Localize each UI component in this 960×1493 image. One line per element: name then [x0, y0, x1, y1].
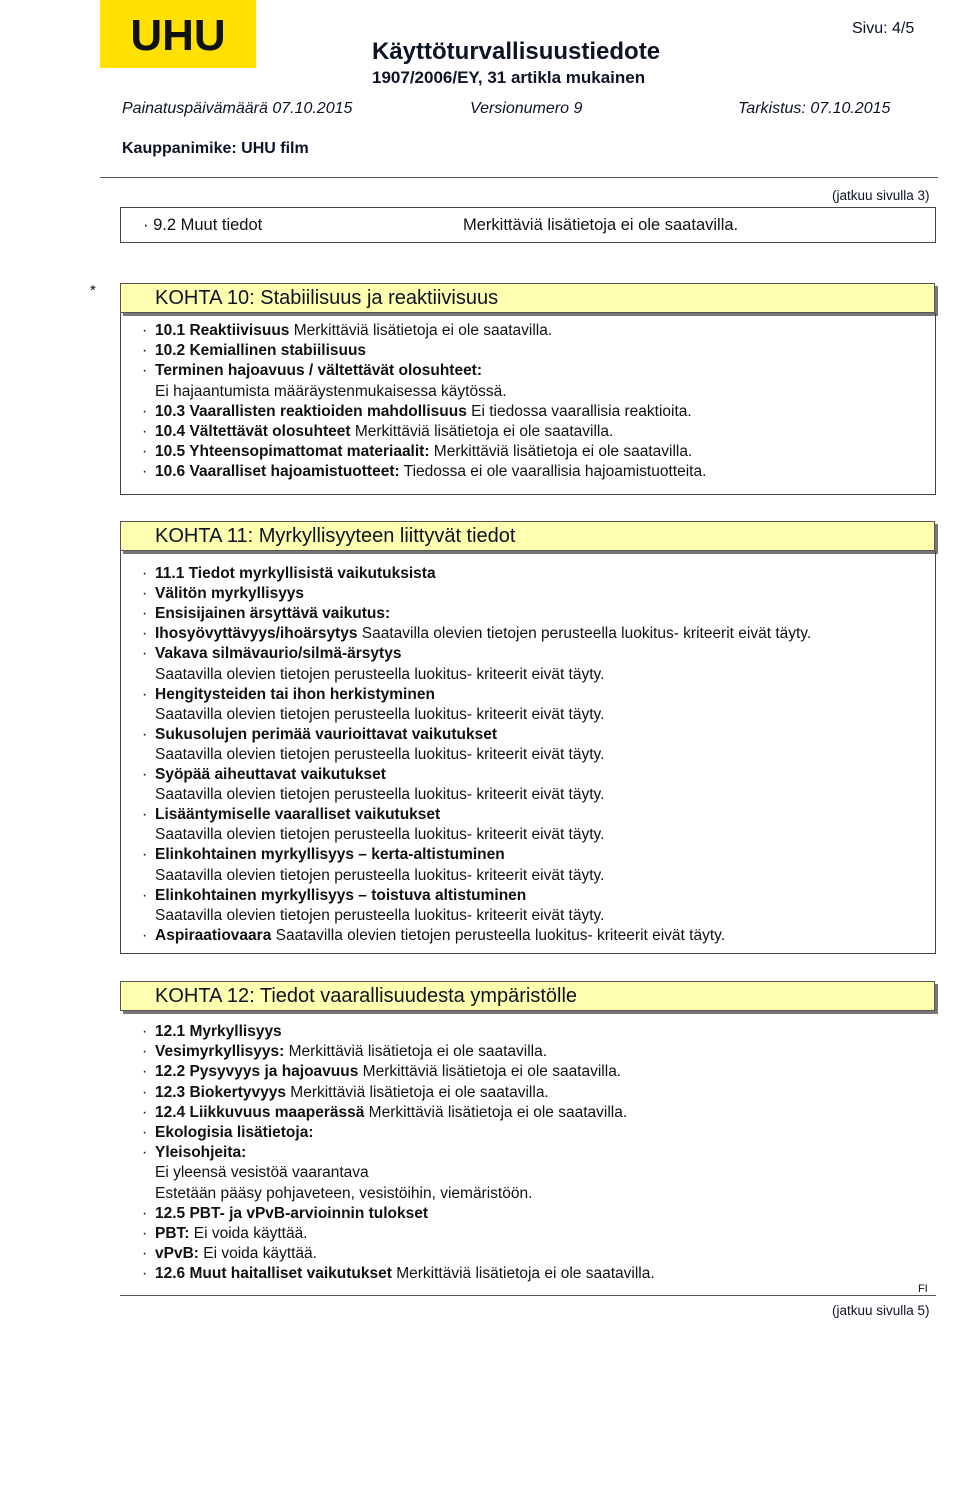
line-label: Lisääntymiselle vaaralliset vaikutukset [155, 806, 441, 824]
section11-line [142, 665, 604, 685]
line-label: 12.4 Liikkuvuus maaperässä [155, 1103, 365, 1121]
section12-line [142, 1143, 246, 1163]
bullet-dot: · [142, 402, 148, 420]
section10-line [142, 462, 706, 482]
section-9-2-label: · 9.2 Muut tiedot [143, 216, 263, 234]
section12-line [142, 1244, 317, 1264]
line-text: Merkittäviä lisätietoja ei ole saatavilla. [358, 1063, 622, 1081]
line-label: Välitön myrkyllisyys [155, 585, 305, 603]
section-10-heading: KOHTA 10: Stabiilisuus ja reaktiivisuus [120, 283, 935, 313]
bullet-dot: · [142, 846, 148, 864]
line-label: Sukusolujen perimää vaurioittavat vaikutukset [155, 725, 497, 743]
header-divider [100, 177, 938, 178]
line-label: Ensisijainen ärsyttävä vaikutus: [155, 605, 391, 623]
line-label: 11.1 Tiedot myrkyllisistä vaikutuksista [155, 565, 436, 582]
line-text: Saatavilla olevien tietojen perusteella luokitus- kriteerit eivät täyty. [155, 745, 605, 763]
line-label: Hengitysteiden tai ihon herkistyminen [155, 685, 435, 703]
logo-text: UHU [130, 11, 226, 60]
section12-line [142, 1184, 532, 1204]
line-text: Merkittäviä lisätietoja ei ole saatavilla. [391, 1265, 655, 1283]
continued-to-note: (jatkuu sivulla 5) [832, 1303, 930, 1318]
line-label: 12.5 PBT- ja vPvB-arvioinnin tulokset [155, 1204, 429, 1222]
line-text: Tiedossa ei ole vaarallisia hajoamistuotteita. [399, 463, 707, 481]
line-label: Vesimyrkyllisyys: [155, 1043, 285, 1061]
line-label: 10.5 Yhteensopimattomat materiaalit: [155, 443, 430, 461]
section12-line [142, 1163, 369, 1183]
line-text: Estetään pääsy pohjaveteen, vesistöihin, viemäristöön. [155, 1184, 533, 1202]
bullet-dot: · [142, 886, 148, 904]
line-label: Elinkohtainen myrkyllisyys – toistuva altistuminen [155, 886, 527, 904]
bullet-dot: · [142, 362, 148, 380]
section10-line [142, 341, 366, 361]
bullet-dot: · [142, 1225, 148, 1242]
line-label: 10.6 Vaaralliset hajoamistuotteet: [155, 463, 400, 481]
line-label: Terminen hajoavuus / vältettävät olosuhteet: [155, 362, 483, 380]
line-label: vPvB: [155, 1245, 199, 1263]
bullet-dot: · [142, 625, 148, 643]
line-text: Ei yleensä vesistöä vaarantava [155, 1164, 369, 1182]
bullet-dot: · [142, 443, 148, 461]
section12-line [142, 1042, 547, 1062]
section12-line [142, 1123, 314, 1143]
section11-line [142, 564, 436, 584]
bullet-dot: · [142, 605, 148, 623]
section11-line [142, 785, 604, 805]
line-label: 10.3 Vaarallisten reaktioiden mahdollisuus [155, 402, 467, 420]
section10-line [142, 402, 692, 422]
product-name: Kauppanimike: UHU film [122, 140, 309, 157]
line-label: Elinkohtainen myrkyllisyys – kerta-altistuminen [155, 846, 505, 864]
bullet-dot: · [142, 1265, 148, 1283]
section12-line [142, 1204, 428, 1224]
document-title: Käyttöturvallisuustiedote [372, 38, 661, 65]
line-text: Ei hajaantumista määräystenmukaisessa käytössä. [155, 382, 507, 400]
section12-line [142, 1264, 655, 1284]
uhu-logo [100, 0, 256, 68]
line-text: Ei voida käyttää. [198, 1245, 317, 1263]
section-12-heading: KOHTA 12: Tiedot vaarallisuudesta ympäristölle [120, 981, 935, 1011]
bullet-dot: · [142, 1103, 148, 1121]
section-11-heading: KOHTA 11: Myrkyllisyyteen liittyvät tiedot [120, 521, 935, 551]
section12-line [142, 1103, 627, 1123]
language-code: FI [918, 1283, 928, 1295]
print-date: Painatuspäivämäärä 07.10.2015 [122, 100, 353, 117]
section12-line [142, 1083, 549, 1103]
line-text: Saatavilla olevien tietojen perusteella luokitus- kriteerit eivät täyty. [155, 906, 605, 924]
bullet-dot: · [142, 342, 148, 360]
line-text: Saatavilla olevien tietojen perusteella luokitus- kriteerit eivät täyty. [155, 705, 605, 723]
line-label: Vakava silmävaurio/silmä-ärsytys [155, 645, 402, 663]
bullet-dot: · [142, 423, 148, 440]
line-text: Saatavilla olevien tietojen perusteella luokitus- kriteerit eivät täyty. [155, 786, 605, 804]
bullet-dot: · [142, 685, 148, 703]
section11-line [142, 845, 505, 865]
line-text: Merkittäviä lisätietoja ei ole saatavilla. [364, 1103, 628, 1121]
logo-graphic [100, 0, 256, 68]
section12-line [142, 1224, 308, 1244]
section11-line [142, 805, 440, 825]
line-text: Merkittäviä lisätietoja ei ole saatavilla. [289, 322, 553, 339]
section11-line [142, 725, 497, 745]
section10-line [142, 382, 507, 402]
section12-line [142, 1062, 621, 1082]
line-text: Merkittäviä lisätietoja ei ole saatavilla. [429, 443, 693, 461]
line-label: Syöpää aiheuttavat vaikutukset [155, 766, 386, 783]
bullet-dot: · [142, 1245, 148, 1263]
line-text: Saatavilla olevien tietojen perusteella luokitus- kriteerit eivät täyty. [155, 866, 605, 884]
bullet-dot: · [142, 1083, 148, 1101]
bullet-dot: · [142, 1043, 148, 1061]
section12-line [142, 1022, 282, 1042]
line-text: Saatavilla olevien tietojen perusteella luokitus- kriteerit eivät täyty. [357, 625, 812, 643]
line-text: Saatavilla olevien tietojen perusteella luokitus- kriteerit eivät täyty. [155, 826, 605, 844]
section11-line [142, 866, 604, 886]
bullet-dot: · [142, 1023, 148, 1040]
document-subtitle: 1907/2006/EY, 31 artikla mukainen [372, 68, 646, 87]
line-label: Yleisohjeita: [155, 1144, 247, 1162]
section10-line [142, 361, 482, 381]
line-label: 12.6 Muut haitalliset vaikutukset [155, 1265, 392, 1283]
line-text: Merkittäviä lisätietoja ei ole saatavilla. [284, 1043, 548, 1061]
revision-date: Tarkistus: 07.10.2015 [738, 100, 891, 117]
section11-line [142, 705, 604, 725]
line-label: 10.4 Vältettävät olosuhteet [155, 423, 351, 440]
line-label: Aspiraatiovaara [155, 926, 272, 944]
line-text: Ei voida käyttää. [189, 1225, 308, 1242]
section11-line [142, 685, 435, 705]
line-text: Merkittäviä lisätietoja ei ole saatavilla. [285, 1083, 549, 1101]
footer-divider [120, 1295, 936, 1296]
line-label: 10.2 Kemiallinen stabiilisuus [155, 342, 367, 360]
line-label: PBT: [155, 1225, 190, 1242]
bullet-dot: · [142, 766, 148, 783]
bullet-dot: · [142, 645, 148, 663]
bullet-dot: · [142, 1144, 148, 1162]
line-text: Saatavilla olevien tietojen perusteella luokitus- kriteerit eivät täyty. [271, 926, 726, 944]
revision-marker: * [90, 282, 96, 299]
line-label: 12.1 Myrkyllisyys [155, 1023, 282, 1040]
line-label: 10.1 Reaktiivisuus [155, 322, 290, 339]
line-text: Merkittäviä lisätietoja ei ole saatavilla. [350, 423, 614, 440]
section11-line [142, 886, 526, 906]
line-label: 12.2 Pysyvyys ja hajoavuus [155, 1063, 359, 1081]
line-label: Ihosyövyttävyys/ihoärsytys [155, 625, 358, 643]
section11-line [142, 926, 725, 946]
section11-line [142, 765, 386, 785]
bullet-dot: · [142, 585, 148, 603]
bullet-dot: · [142, 1124, 148, 1141]
line-label: Ekologisia lisätietoja: [155, 1124, 314, 1141]
bullet-dot: · [142, 1063, 148, 1081]
page-number: Sivu: 4/5 [852, 20, 915, 37]
bullet-dot: · [142, 806, 148, 824]
section11-line [142, 604, 390, 624]
section11-line [142, 584, 304, 604]
section10-line [142, 442, 692, 462]
section-9-2-value: Merkittäviä lisätietoja ei ole saatavilla. [463, 216, 739, 234]
continued-from-note: (jatkuu sivulla 3) [832, 188, 930, 203]
section10-line [142, 422, 613, 442]
bullet-dot: · [142, 463, 148, 481]
bullet-dot: · [142, 725, 148, 743]
line-label: 12.3 Biokertyvyys [155, 1083, 286, 1101]
section11-line [142, 745, 604, 765]
section-9-2-box [120, 207, 936, 243]
bullet-dot: · [142, 1204, 148, 1222]
bullet-dot: · [142, 926, 148, 944]
section11-line [142, 906, 604, 926]
section10-line [142, 321, 552, 341]
bullet-dot: · [142, 322, 148, 339]
version-number: Versionumero 9 [470, 100, 583, 117]
bullet-dot: · [142, 565, 148, 582]
line-text: Ei tiedossa vaarallisia reaktioita. [466, 402, 692, 420]
section11-line [142, 644, 401, 664]
line-text: Saatavilla olevien tietojen perusteella luokitus- kriteerit eivät täyty. [155, 665, 605, 683]
section11-line [142, 624, 811, 644]
section11-line [142, 825, 604, 845]
